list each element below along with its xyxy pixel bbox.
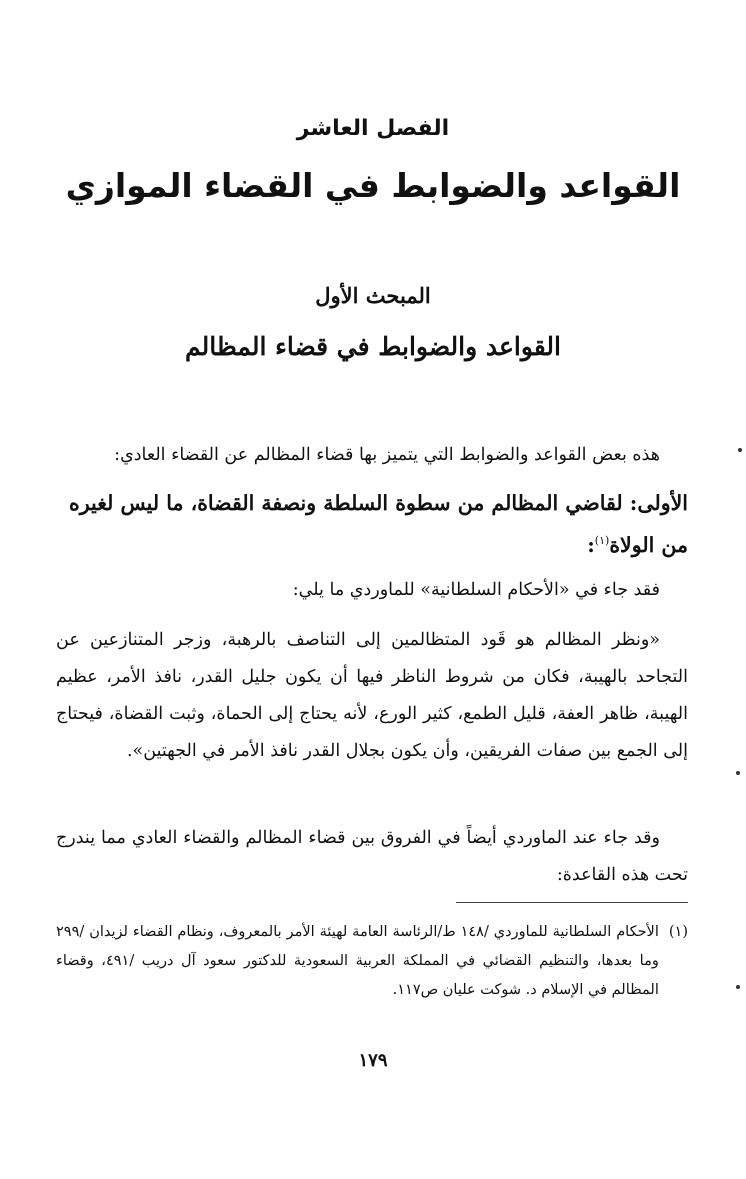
footnote-number: (١) [668, 924, 688, 940]
section-title: القواعد والضوابط في قضاء المظالم [185, 332, 561, 361]
section-label: المبحث الأول [315, 283, 431, 308]
chapter-label: الفصل العاشر [296, 116, 450, 141]
page-number: ١٧٩ [358, 1050, 388, 1071]
intro-paragraph: هذه بعض القواعد والضوابط التي يتميز بها قضاء المظالم عن القضاء العادي: [114, 445, 660, 465]
rule-end: : [587, 532, 595, 557]
footnote [56, 918, 688, 1005]
footnote-marker: (١) [594, 534, 610, 547]
chapter-title: القواعد والضوابط في القضاء الموازي [65, 166, 681, 205]
footnote-text: الأحكام السلطانية للماوردي /١٤٨ ط/الرئاسة العامة لهيئة الأمر بالمعروف، ونظام القضاء لزيدان /٢٩٩ وما بعدها، والتنظيم القضائي في المملكة العربية السعودية للدكتور سعود آل دريب /٤٩١، وقضاء المظالم في الإسلام د. شوكت عليان ص١١٧. [56, 924, 659, 998]
rule-heading [56, 485, 688, 564]
quote-intro-paragraph: فقد جاء في «الأحكام السلطانية» للماوردي ما يلي: [292, 580, 660, 600]
scan-speck [736, 985, 740, 989]
scan-speck [738, 448, 742, 452]
scan-speck [736, 771, 740, 775]
footnote-separator [456, 902, 688, 903]
also-paragraph: وقد جاء عند الماوردي أيضاً في الفروق بين قضاء المظالم والقضاء العادي مما يندرج تحت هذه القاعدة: [56, 828, 688, 885]
quote-paragraph: «ونظر المظالم هو قَود المتظالمين إلى التناصف بالرهبة، وزجر المتنازعين عن التجاحد بالهيبة، فكان من شروط الناظر فيها أن يكون جليل القدر، نافذ الأمر، عظيم الهيبة، ظاهر العفة، قليل الطمع، كثير الورع، لأنه يحتاج إلى الحماة، وثبت القضاة، فيحتاج إلى الجمع بين صفات الفريقين، وأن يكون بجلال القدر نافذ الأمر في الجهتين». [56, 630, 688, 761]
rule-text: الأولى: لقاضي المظالم من سطوة السلطة ونصفة القضاة، ما ليس لغيره من الولاة [69, 491, 688, 557]
